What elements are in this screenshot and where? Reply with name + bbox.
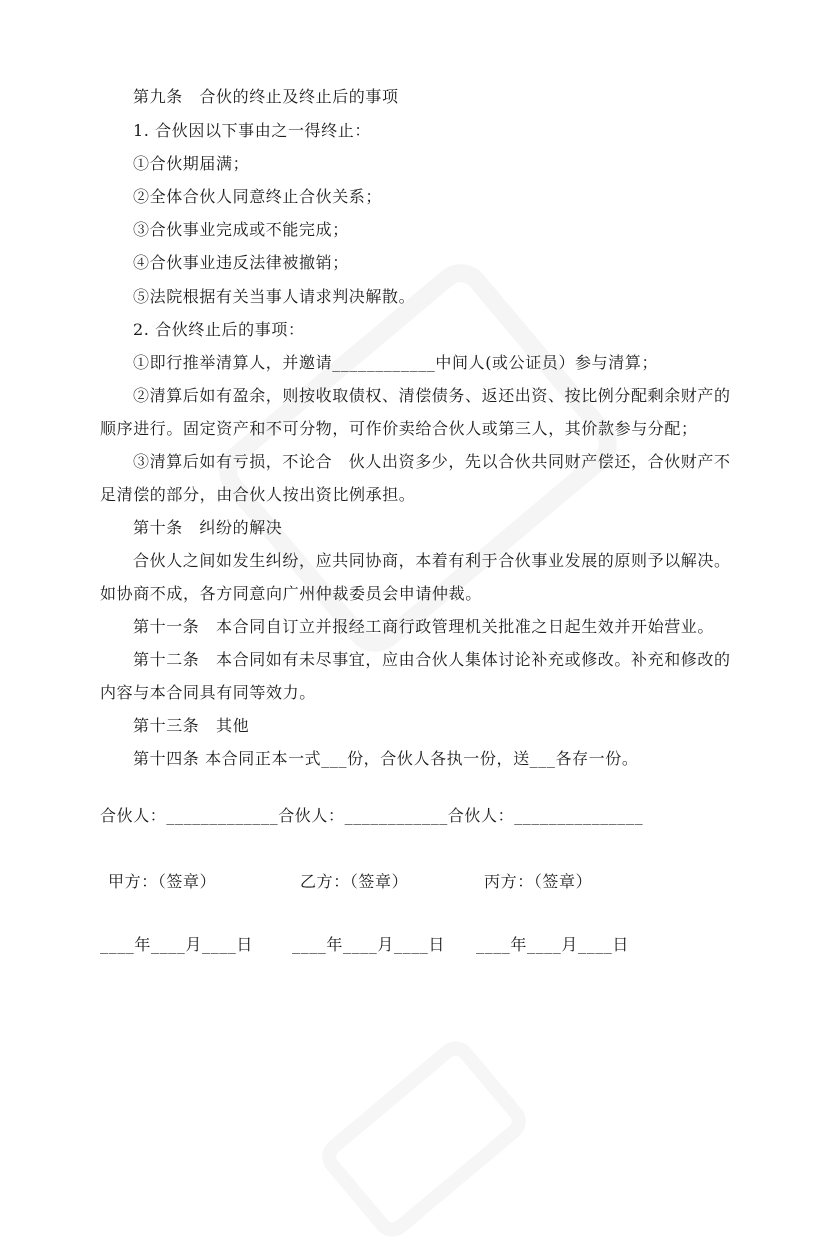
watermark-icon <box>314 1033 534 1244</box>
seal-party-a: 甲方：（签章） <box>108 872 217 891</box>
list-item: ③合伙事业完成或不能完成； <box>133 220 349 239</box>
list-item: ③清算后如有亏损，不论合 伙人出资多少，先以合伙共同财产偿还，合伙财产不 <box>133 452 731 471</box>
list-item: ④合伙事业违反法律被撤销； <box>133 253 349 272</box>
date-party-c: ____年____月____日 <box>476 935 629 954</box>
seal-party-b: 乙方：（签章） <box>300 872 409 891</box>
article14-paragraph: 第十四条 本合同正本一式___份，合伙人各执一份，送___各存一份。 <box>133 749 639 768</box>
list-item-continuation: 足清偿的部分，由合伙人按出资比例承担。 <box>100 485 416 504</box>
list-item: ②清算后如有盈余，则按收取债权、清偿债务、返还出资、按比例分配剩余财产的 <box>133 386 731 405</box>
article12-paragraph-continuation: 内容与本合同具有同等效力。 <box>100 683 316 702</box>
date-party-b: ____年____月____日 <box>292 935 445 954</box>
list-item-continuation: 顺序进行。固定资产和不可分物，可作价卖给合伙人或第三人，其价款参与分配； <box>100 419 698 438</box>
article10-heading: 第十条 纠纷的解决 <box>133 518 283 537</box>
list-item: ②全体合伙人同意终止合伙关系； <box>133 187 383 206</box>
article12-paragraph: 第十二条 本合同如有未尽事宜，应由合伙人集体讨论补充或修改。补充和修改的 <box>133 650 731 669</box>
list-item: ①即行推举清算人，并邀请____________中间人(或公证员）参与清算； <box>133 353 659 372</box>
seal-party-c: 丙方：（签章） <box>484 872 593 891</box>
article9-heading: 第九条 合伙的终止及终止后的事项 <box>133 87 399 106</box>
article13-heading: 第十三条 其他 <box>133 716 250 735</box>
article9-paragraph-2: 2. 合伙终止后的事项： <box>133 320 305 339</box>
partner-signature-line: 合伙人：_____________合伙人：____________合伙人：_______________ <box>100 806 644 825</box>
article10-paragraph: 合伙人之间如发生纠纷，应共同协商，本着有利于合伙事业发展的原则予以解决。 <box>133 551 731 570</box>
article9-paragraph-1: 1. 合伙因以下事由之一得终止： <box>133 121 371 140</box>
list-item: ⑤法院根据有关当事人请求判决解散。 <box>133 287 416 306</box>
article11-paragraph: 第十一条 本合同自订立并报经工商行政管理机关批准之日起生效并开始营业。 <box>133 617 715 636</box>
date-party-a: ____年____月____日 <box>100 935 253 954</box>
article10-paragraph-continuation: 如协商不成，各方同意向广州仲裁委员会申请仲裁。 <box>100 584 482 603</box>
list-item: ①合伙期届满； <box>133 154 250 173</box>
